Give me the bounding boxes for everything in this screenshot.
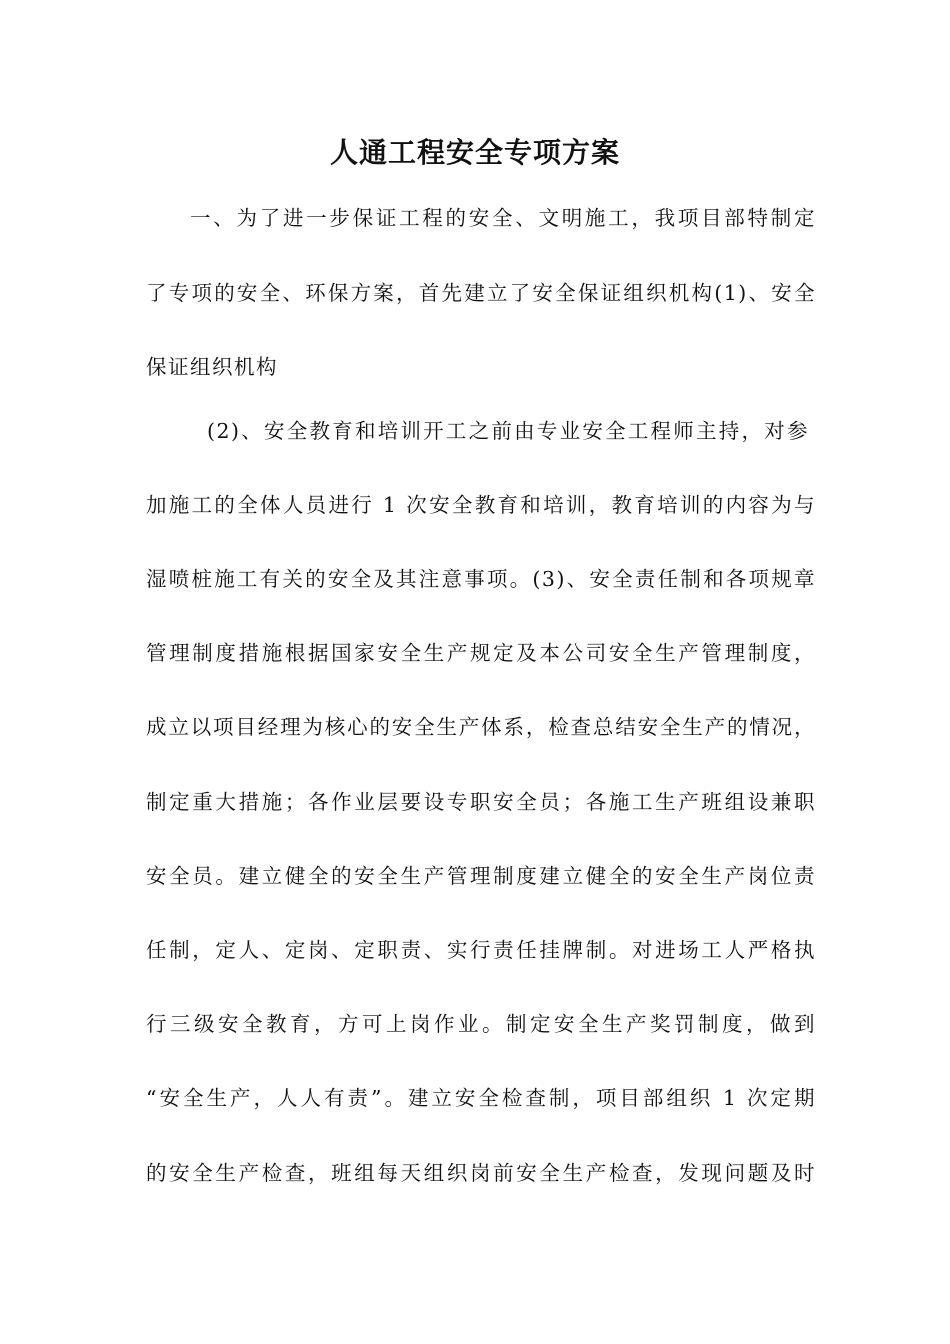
paragraph-line-13: “安全生产，人人有责”。建立安全检查制，项目部组织 1 次定期 <box>146 1086 816 1110</box>
paragraph-line-6: 湿喷桩施工有关的安全及其注意事项。(3)、安全责任制和各项规章 <box>146 567 816 591</box>
paragraph-line-3: 保证组织机构 <box>146 355 278 379</box>
paragraph-line-1: 一、为了进一步保证工程的安全、文明施工，我项目部特制定 <box>190 206 816 230</box>
paragraph-line-9: 制定重大措施；各作业层要设专职安全员；各施工生产班组设兼职 <box>146 790 816 814</box>
document-title: 人通工程安全专项方案 <box>329 136 620 169</box>
paragraph-line-11: 任制，定人、定岗、定职责、实行责任挂牌制。对进场工人严格执 <box>146 938 816 962</box>
paragraph-line-7: 管理制度措施根据国家安全生产规定及本公司安全生产管理制度， <box>146 641 816 665</box>
paragraph-line-8: 成立以项目经理为核心的安全生产体系，检查总结安全生产的情况， <box>146 715 816 739</box>
paragraph-line-12: 行三级安全教育，方可上岗作业。制定安全生产奖罚制度，做到 <box>146 1012 816 1036</box>
paragraph-line-10: 安全员。建立健全的安全生产管理制度建立健全的安全生产岗位责 <box>146 864 816 888</box>
paragraph-line-4: (2)、安全教育和培训开工之前由专业安全工程师主持，对参 <box>207 419 809 443</box>
paragraph-line-5: 加施工的全体人员进行 1 次安全教育和培训，教育培训的内容为与 <box>146 493 816 517</box>
paragraph-line-2: 了专项的安全、环保方案，首先建立了安全保证组织机构(1)、安全 <box>146 281 816 305</box>
paragraph-line-14: 的安全生产检查，班组每天组织岗前安全生产检查，发现问题及时 <box>146 1161 816 1185</box>
